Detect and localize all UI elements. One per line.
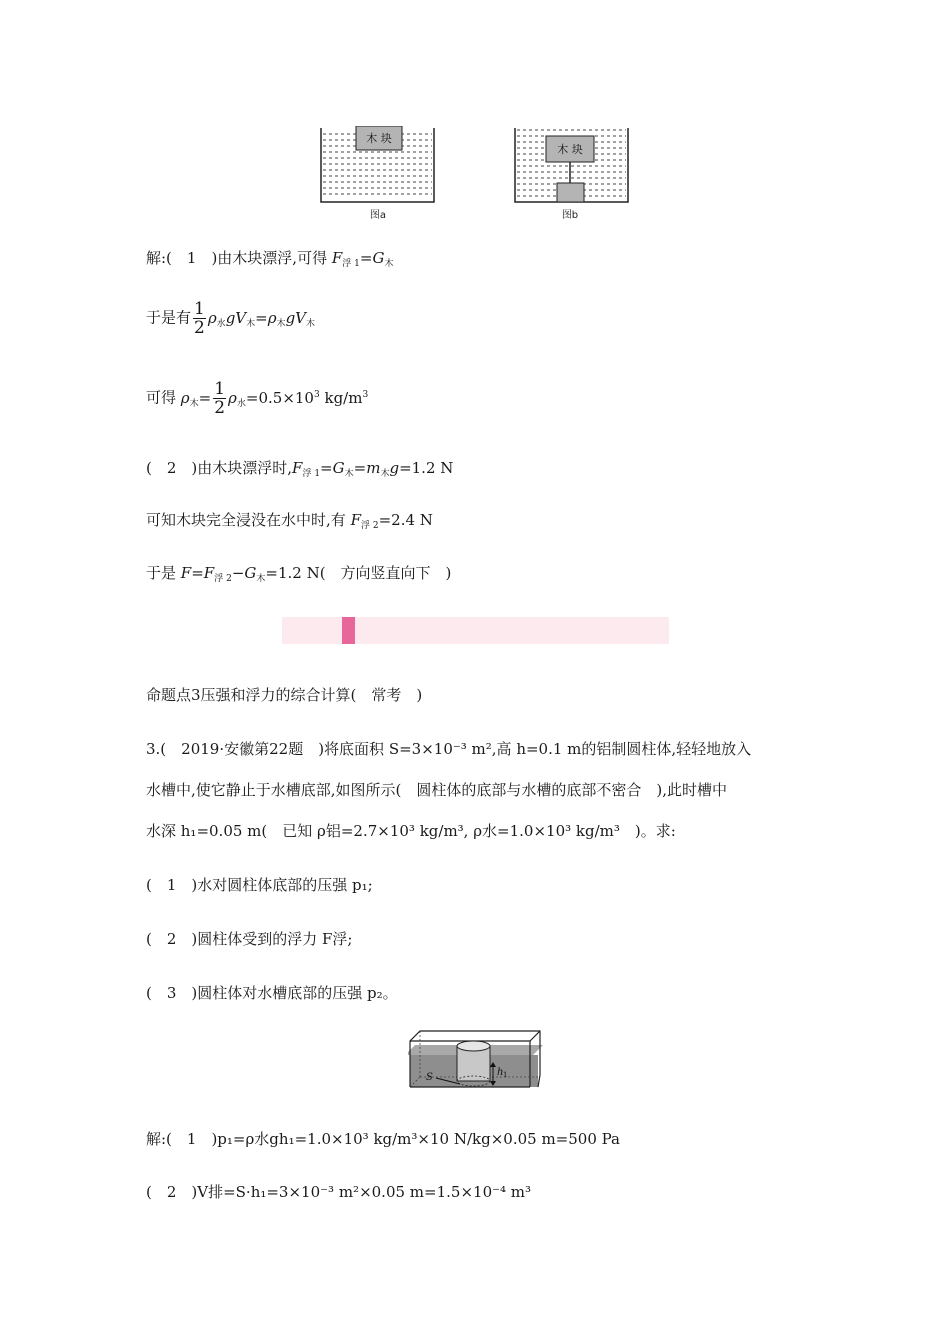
figure-b-caption: 图b [561, 210, 579, 221]
figure-b-diagram [514, 126, 629, 206]
figure-b-block-label: 木 块 [557, 143, 583, 156]
solution1-line3 [146, 380, 368, 417]
figure-a-caption: 图a [369, 210, 387, 221]
solution1-line4-formula: $F_{浮 1}=G_木=m_木g=1.2$ N [292, 459, 454, 479]
solution1-line6-suffix: =1.2 N( 方向竖直向下 ) [265, 564, 452, 582]
figure-a-diagram [320, 126, 435, 206]
solution1-line6-formula: $F=F_{浮 2}-G_木$ [180, 564, 266, 584]
figure-tank-label-h-sub: 1 [503, 1071, 508, 1079]
solution3-line1: 解:( 1 )p₁=ρ水gh₁=1.0×10³ kg/m³×10 N/kg×0.05 m=500 Pa [146, 1130, 621, 1148]
solution1-line5 [146, 509, 433, 531]
problem3-question2: ( 2 )圆柱体受到的浮力 F浮; [146, 930, 353, 948]
solution1-line4-text: ( 2 )由木块漂浮时, [146, 459, 293, 477]
figure-tank-cylinder [408, 1029, 543, 1091]
figure-tank-label-s: S [426, 1072, 433, 1083]
figure-a-block-label: 木 块 [366, 132, 392, 145]
problem3-line2: 水槽中,使它静止于水槽底部,如图所示( 圆柱体的底部与水槽的底部不密合 ),此时槽中 [146, 781, 728, 799]
problem3-line1: 3.( 2019·安徽第22题 )将底面积 S=3×10⁻³ m²,高 h=0.1 m的铝制圆柱体,轻轻地放入 [146, 740, 752, 758]
solution1-line6 [146, 562, 451, 584]
figure-a [320, 126, 435, 206]
figure-tank-diagram [408, 1029, 543, 1091]
solution1-line5-formula: $F_{浮 2}=2.4$ N [350, 511, 433, 531]
solution1-line1-formula: $F_{浮 1}=G_木$ [331, 249, 394, 269]
problem3-question1: ( 1 )水对圆柱体底部的压强 p₁; [146, 876, 373, 894]
figure-tank-label-h: h [497, 1067, 504, 1078]
solution1-line3-formula: $\rho_木=$ $\frac{1}{2}$ $\rho_水=0.5\times 10^3$ $kg/m^3$ [180, 379, 369, 418]
solution1-line2-formula: $\rho_水gV_木=\rho_木gV_木$ [207, 308, 316, 329]
solution1-line2 [146, 300, 315, 337]
solution1-line4 [146, 457, 453, 479]
problem3-line3: 水深 h₁=0.05 m( 已知 ρ铝=2.7×10³ kg/m³, ρ水=1.0×10³ kg/m³ )。求: [146, 822, 676, 840]
problem3-question3: ( 3 )圆柱体对水槽底部的压强 p₂。 [146, 984, 398, 1002]
solution1-line1-text: 解:( 1 )由木块漂浮,可得 [146, 249, 328, 267]
solution1-line6-text: 于是 [146, 564, 177, 582]
figure-b [514, 126, 629, 206]
solution1-line5-text: 可知木块完全浸没在水中时,有 [146, 511, 346, 529]
section-banner-mark [342, 617, 355, 644]
solution1-line1 [146, 247, 393, 269]
solution3-line2: ( 2 )V排=S·h₁=3×10⁻³ m²×0.05 m=1.5×10⁻⁴ m³ [146, 1183, 532, 1201]
section-heading: 命题点3压强和浮力的综合计算( 常考 ) [146, 686, 423, 704]
fraction-one-half: $\frac{1}{2}$ [194, 299, 205, 338]
solution1-line2-text: 于是有 [146, 308, 192, 327]
solution1-line3-text: 可得 [146, 388, 177, 407]
section-banner [282, 617, 669, 644]
